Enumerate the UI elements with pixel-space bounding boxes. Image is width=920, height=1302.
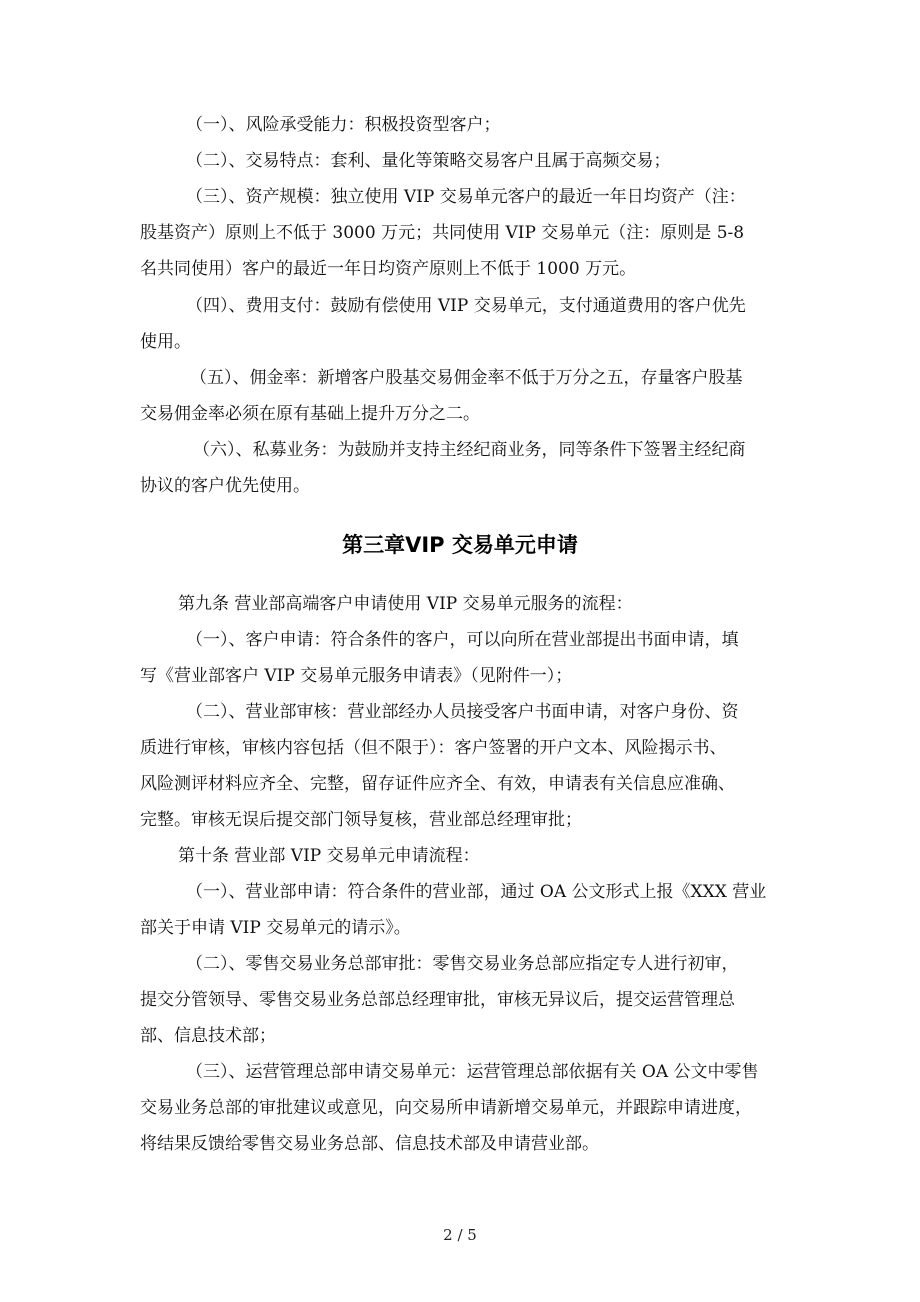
item-4-line-2: 使用。	[140, 332, 191, 352]
page-number: 2 / 5	[443, 1226, 477, 1244]
article-10-item-2-line-1: （二）、零售交易业务总部审批：零售交易业务总部应指定专人进行初审，	[186, 954, 739, 974]
item-5-line-1: （五）、佣金率：新增客户股基交易佣金率不低于万分之五，存量客户股基	[190, 368, 743, 388]
chapter-title: 第三章VIP 交易单元申请	[342, 533, 578, 557]
item-6-line-2: 协议的客户优先使用。	[140, 476, 310, 496]
article-9-item-2-line-3: 风险测评材料应齐全、完整，留存证件应齐全、有效，申请表有关信息应准确、	[140, 774, 735, 794]
article-10-item-3-line-3: 将结果反馈给零售交易业务总部、信息技术部及申请营业部。	[140, 1134, 599, 1154]
article-10-heading: 第十条 营业部 VIP 交易单元申请流程：	[178, 846, 480, 866]
article-10-item-3-line-2: 交易业务总部的审批建议或意见，向交易所申请新增交易单元，并跟踪申请进度，	[140, 1098, 752, 1118]
item-4-line-1: （四）、费用支付：鼓励有偿使用 VIP 交易单元，支付通道费用的客户优先	[186, 296, 746, 316]
item-3-line-1: （三）、资产规模：独立使用 VIP 交易单元客户的最近一年日均资产（注：	[186, 187, 746, 207]
article-9-item-1-line-2: 写《营业部客户 VIP 交易单元服务申请表》（见附件一）；	[140, 666, 573, 686]
item-3-line-2: 股基资产）原则上不低于 3000 万元；共同使用 VIP 交易单元（注：原则是 5-8	[140, 223, 745, 243]
article-10-item-2-line-3: 部、信息技术部；	[140, 1026, 276, 1046]
item-6-line-1: （六）、私募业务：为鼓励并支持主经纪商业务，同等条件下签署主经纪商	[193, 440, 746, 460]
item-1-line: （一）、风险承受能力：积极投资型客户；	[186, 115, 501, 135]
item-2-line: （二）、交易特点：套利、量化等策略交易客户且属于高频交易；	[186, 151, 671, 171]
article-9-item-2-line-2: 质进行审核，审核内容包括（但不限于）：客户签署的开户文本、风险揭示书、	[140, 738, 727, 758]
article-10-item-3-line-1: （三）、运营管理总部申请交易单元：运营管理总部依据有关 OA 公文中零售	[186, 1062, 759, 1082]
article-9-heading: 第九条 营业部高端客户申请使用 VIP 交易单元服务的流程：	[178, 594, 633, 614]
article-10-item-1-line-2: 部关于申请 VIP 交易单元的请示》。	[140, 918, 411, 938]
article-10-item-1-line-1: （一）、营业部申请：符合条件的营业部，通过 OA 公文形式上报《XXX 营业	[186, 882, 767, 902]
article-10-item-2-line-2: 提交分管领导、零售交易业务总部总经理审批，审核无异议后，提交运营管理总	[140, 990, 735, 1010]
article-9-item-1-line-1: （一）、客户申请：符合条件的客户，可以向所在营业部提出书面申请，填	[186, 630, 739, 650]
article-9-item-2-line-1: （二）、营业部审核：营业部经办人员接受客户书面申请，对客户身份、资	[186, 702, 739, 722]
item-5-line-2: 交易佣金率必须在原有基础上提升万分之二。	[140, 404, 480, 424]
article-9-item-2-line-4: 完整。审核无误后提交部门领导复核，营业部总经理审批；	[140, 810, 582, 830]
item-3-line-3: 名共同使用）客户的最近一年日均资产原则上不低于 1000 万元。	[140, 259, 637, 279]
